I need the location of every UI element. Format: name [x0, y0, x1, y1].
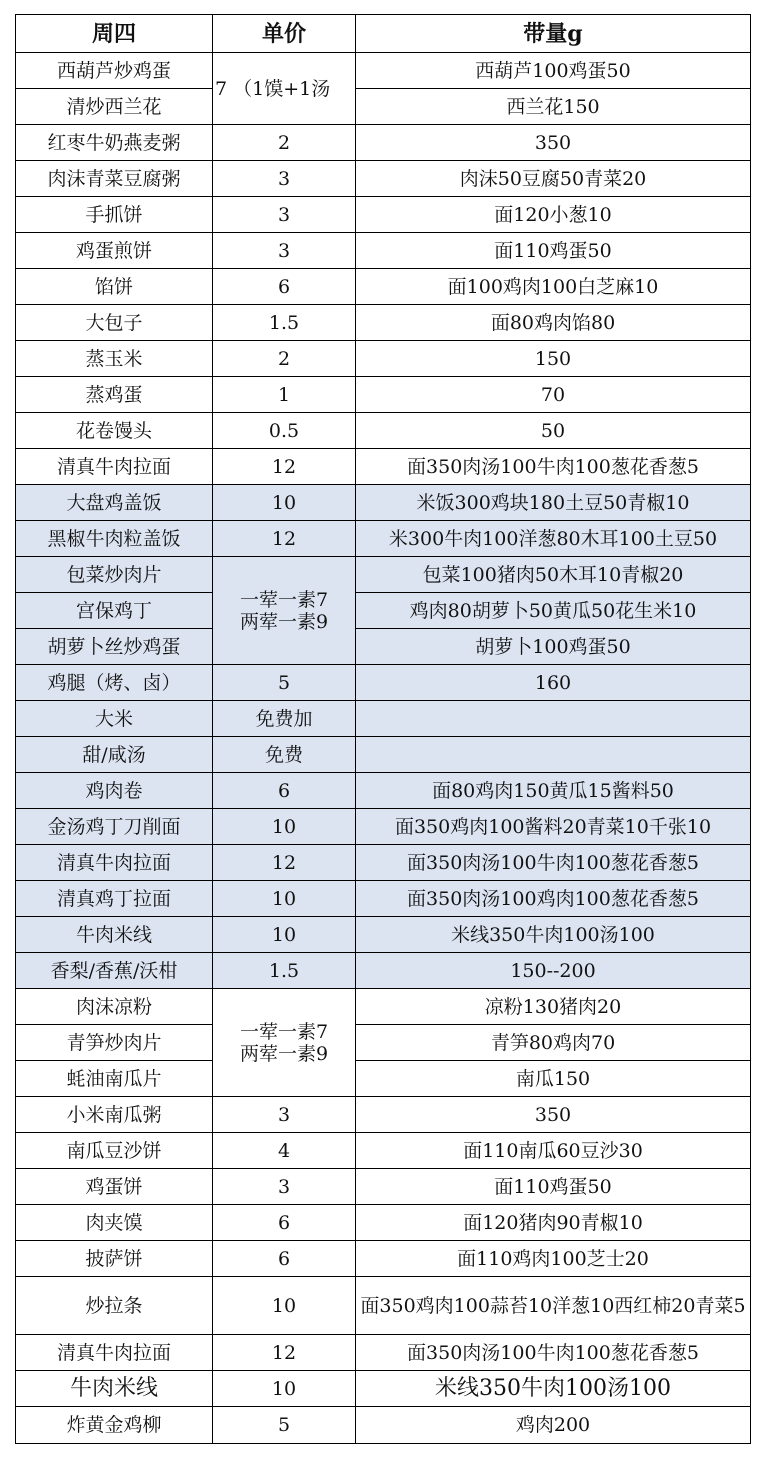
dish-name: 宫保鸡丁	[16, 593, 213, 629]
table-row	[16, 1371, 751, 1407]
dish-name: 小米南瓜粥	[16, 1097, 213, 1133]
dish-price: 5	[213, 1407, 356, 1444]
dish-amount: 鸡肉80胡萝卜50黄瓜50花生米10	[356, 593, 751, 629]
table-row	[16, 845, 751, 881]
dish-price: 10	[213, 917, 356, 953]
dish-name: 香梨/香蕉/沃柑	[16, 953, 213, 989]
table-row	[16, 1133, 751, 1169]
dish-amount: 西葫芦100鸡蛋50	[356, 53, 751, 89]
table-row	[16, 89, 751, 125]
dish-price: 1.5	[213, 953, 356, 989]
table-row	[16, 953, 751, 989]
table-row	[16, 377, 751, 413]
dish-name: 大包子	[16, 305, 213, 341]
table-row	[16, 1205, 751, 1241]
dish-price: 4	[213, 1133, 356, 1169]
dish-price: 免费	[213, 737, 356, 773]
dish-amount: 凉粉130猪肉20	[356, 989, 751, 1025]
dish-name: 鸡肉卷	[16, 773, 213, 809]
table-row	[16, 1061, 751, 1097]
dish-amount: 米线350牛肉100汤100	[356, 1371, 751, 1407]
table-row	[16, 665, 751, 701]
table-row	[16, 773, 751, 809]
dish-amount: 鸡肉200	[356, 1407, 751, 1444]
table-row	[16, 1335, 751, 1371]
combo-price-line: 两荤一素9	[239, 610, 329, 633]
dish-price: 5	[213, 665, 356, 701]
dish-amount: 面100鸡肉100白芝麻10	[356, 269, 751, 305]
table-row	[16, 1025, 751, 1061]
dish-price: 10	[213, 1371, 356, 1407]
dish-name: 披萨饼	[16, 1241, 213, 1277]
dish-name: 红枣牛奶燕麦粥	[16, 125, 213, 161]
dish-amount: 米300牛肉100洋葱80木耳100土豆50	[356, 521, 751, 557]
dish-price: 2	[213, 341, 356, 377]
dish-name: 甜/咸汤	[16, 737, 213, 773]
dish-name: 大盘鸡盖饭	[16, 485, 213, 521]
dish-amount	[356, 701, 751, 737]
dish-price: 12	[213, 1335, 356, 1371]
dish-price: 1	[213, 377, 356, 413]
table-row	[16, 1241, 751, 1277]
dish-price: 12	[213, 449, 356, 485]
dish-name: 大米	[16, 701, 213, 737]
table-row	[16, 53, 751, 89]
table-row	[16, 557, 751, 593]
dish-amount: 面110鸡肉100芝士20	[356, 1241, 751, 1277]
table-row	[16, 1407, 751, 1444]
table-row	[16, 629, 751, 665]
table-row	[16, 161, 751, 197]
table-row	[16, 521, 751, 557]
dish-price: 免费加	[213, 701, 356, 737]
combo-price-line: 两荤一素9	[239, 1042, 329, 1065]
dish-name: 蒸鸡蛋	[16, 377, 213, 413]
dish-amount: 150	[356, 341, 751, 377]
menu-table	[15, 14, 751, 1444]
dish-amount: 350	[356, 125, 751, 161]
dish-amount: 面350肉汤100牛肉100葱花香葱5	[356, 449, 751, 485]
dish-name: 清真牛肉拉面	[16, 1335, 213, 1371]
dish-price: 10	[213, 809, 356, 845]
dish-name: 牛肉米线	[16, 1371, 213, 1407]
dish-amount: 面350鸡肉100蒜苔10洋葱10西红柿20青菜5	[356, 1277, 751, 1335]
dish-amount: 150--200	[356, 953, 751, 989]
dish-name: 鸡蛋煎饼	[16, 233, 213, 269]
dish-amount: 面120小葱10	[356, 197, 751, 233]
dish-amount: 米饭300鸡块180土豆50青椒10	[356, 485, 751, 521]
combo-price-line: 一荤一素7	[239, 1020, 329, 1043]
dish-amount	[356, 737, 751, 773]
dish-amount: 肉沫50豆腐50青菜20	[356, 161, 751, 197]
dish-amount: 胡萝卜100鸡蛋50	[356, 629, 751, 665]
dish-price: 6	[213, 1205, 356, 1241]
table-row	[16, 737, 751, 773]
table-row	[16, 1169, 751, 1205]
dish-price: 6	[213, 773, 356, 809]
table-row	[16, 593, 751, 629]
header-price: 单价	[213, 15, 356, 53]
dish-price: 0.5	[213, 413, 356, 449]
dish-amount: 面120猪肉90青椒10	[356, 1205, 751, 1241]
dish-name: 清炒西兰花	[16, 89, 213, 125]
dish-name: 手抓饼	[16, 197, 213, 233]
table-row	[16, 449, 751, 485]
table-row	[16, 809, 751, 845]
dish-price: 10	[213, 881, 356, 917]
dish-name: 清真鸡丁拉面	[16, 881, 213, 917]
dish-name: 肉沫凉粉	[16, 989, 213, 1025]
table-row	[16, 485, 751, 521]
dish-amount: 160	[356, 665, 751, 701]
dish-price: 12	[213, 845, 356, 881]
dish-amount: 面350肉汤100牛肉100葱花香葱5	[356, 845, 751, 881]
dish-name: 黑椒牛肉粒盖饭	[16, 521, 213, 557]
dish-name: 蒸玉米	[16, 341, 213, 377]
dish-name: 肉沫青菜豆腐粥	[16, 161, 213, 197]
dish-price: 3	[213, 1169, 356, 1205]
combo-price	[213, 557, 356, 665]
dish-amount: 南瓜150	[356, 1061, 751, 1097]
header-day: 周四	[16, 15, 213, 53]
dish-price: 6	[213, 269, 356, 305]
dish-name: 炸黄金鸡柳	[16, 1407, 213, 1444]
dish-amount: 面110鸡蛋50	[356, 233, 751, 269]
dish-name: 清真牛肉拉面	[16, 845, 213, 881]
table-row	[16, 1097, 751, 1133]
dish-name: 西葫芦炒鸡蛋	[16, 53, 213, 89]
dish-name: 鸡腿（烤、卤）	[16, 665, 213, 701]
table-row	[16, 341, 751, 377]
dish-amount: 面350鸡肉100酱料20青菜10千张10	[356, 809, 751, 845]
dish-amount: 面80鸡肉150黄瓜15酱料50	[356, 773, 751, 809]
dish-amount: 米线350牛肉100汤100	[356, 917, 751, 953]
combo-price: 7 （1馍+1汤	[213, 53, 356, 125]
dish-price: 10	[213, 485, 356, 521]
dish-amount: 西兰花150	[356, 89, 751, 125]
dish-amount: 面80鸡肉馅80	[356, 305, 751, 341]
table-row	[16, 1277, 751, 1335]
combo-price	[213, 989, 356, 1097]
dish-amount: 70	[356, 377, 751, 413]
dish-name: 牛肉米线	[16, 917, 213, 953]
dish-name: 蚝油南瓜片	[16, 1061, 213, 1097]
dish-name: 包菜炒肉片	[16, 557, 213, 593]
dish-name: 清真牛肉拉面	[16, 449, 213, 485]
table-row	[16, 233, 751, 269]
combo-price-line: 一荤一素7	[239, 588, 329, 611]
dish-amount: 350	[356, 1097, 751, 1133]
dish-amount: 青笋80鸡肉70	[356, 1025, 751, 1061]
dish-amount: 包菜100猪肉50木耳10青椒20	[356, 557, 751, 593]
dish-amount: 面350肉汤100牛肉100葱花香葱5	[356, 1335, 751, 1371]
dish-price: 3	[213, 233, 356, 269]
table-row	[16, 701, 751, 737]
dish-price: 6	[213, 1241, 356, 1277]
table-row	[16, 269, 751, 305]
dish-name: 鸡蛋饼	[16, 1169, 213, 1205]
dish-price: 2	[213, 125, 356, 161]
table-row	[16, 305, 751, 341]
dish-amount: 面350肉汤100鸡肉100葱花香葱5	[356, 881, 751, 917]
dish-price: 3	[213, 197, 356, 233]
table-row	[16, 917, 751, 953]
table-row	[16, 881, 751, 917]
table-header-row	[16, 15, 751, 53]
table-row	[16, 197, 751, 233]
dish-amount: 50	[356, 413, 751, 449]
header-amount: 带量g	[356, 15, 751, 53]
dish-price: 3	[213, 1097, 356, 1133]
dish-name: 肉夹馍	[16, 1205, 213, 1241]
dish-name: 胡萝卜丝炒鸡蛋	[16, 629, 213, 665]
table-row	[16, 989, 751, 1025]
table-row	[16, 125, 751, 161]
dish-price: 1.5	[213, 305, 356, 341]
table-row	[16, 413, 751, 449]
dish-price: 10	[213, 1277, 356, 1335]
dish-price: 3	[213, 161, 356, 197]
dish-name: 炒拉条	[16, 1277, 213, 1335]
dish-amount: 面110鸡蛋50	[356, 1169, 751, 1205]
dish-name: 南瓜豆沙饼	[16, 1133, 213, 1169]
dish-name: 金汤鸡丁刀削面	[16, 809, 213, 845]
dish-price: 12	[213, 521, 356, 557]
dish-name: 馅饼	[16, 269, 213, 305]
dish-name: 青笋炒肉片	[16, 1025, 213, 1061]
dish-name: 花卷馒头	[16, 413, 213, 449]
dish-amount: 面110南瓜60豆沙30	[356, 1133, 751, 1169]
